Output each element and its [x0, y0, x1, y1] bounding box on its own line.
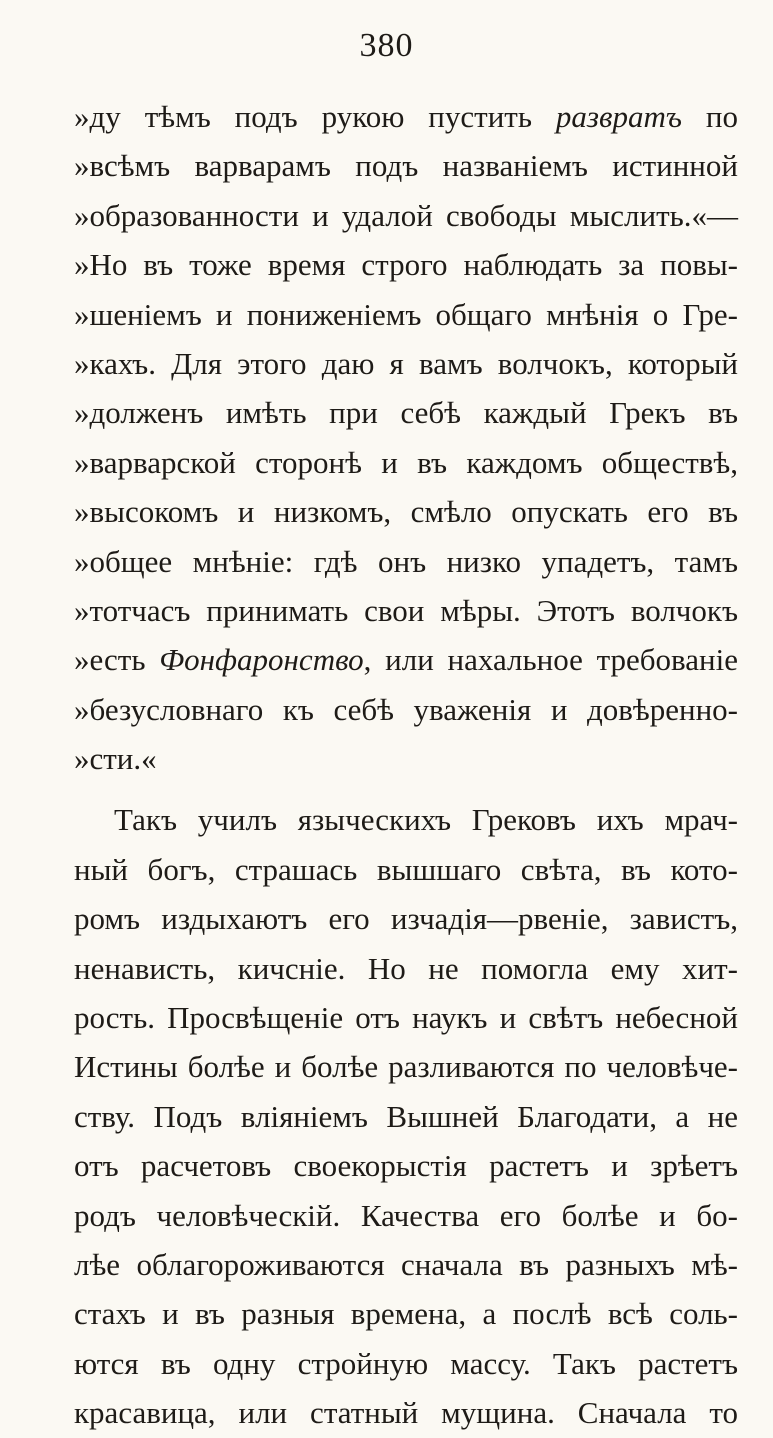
- text-line: [74, 92, 738, 141]
- text-line: [74, 1042, 738, 1091]
- text-run: »шеніемъ и пониженіемъ общаго мнѣнія о Гре-: [74, 296, 738, 332]
- text-line: [74, 635, 738, 684]
- text-run: »есть: [74, 642, 160, 678]
- text-line: [74, 141, 738, 190]
- text-run: »безусловнаго къ себѣ уваженія и довѣренно-: [74, 691, 738, 727]
- text-line: [74, 734, 738, 783]
- text-run: »сти.«: [74, 741, 157, 777]
- text-run: »общее мнѣніе: гдѣ онъ низко упадетъ, тамъ: [74, 543, 738, 579]
- text-run: »Но въ тоже время строго наблюдать за повы-: [74, 247, 738, 283]
- text-line: [74, 586, 738, 635]
- text-run: »высокомъ и низкомъ, смѣло опускать его въ: [74, 494, 738, 530]
- text-run: отъ расчетовъ своекорыстія растетъ и зрѣетъ: [74, 1148, 738, 1184]
- italic-word: развратъ: [555, 99, 682, 134]
- text-run: по: [681, 99, 738, 134]
- text-run: , или нахальное требованіе: [363, 642, 738, 678]
- text-run: ются въ одну стройную массу. Такъ растетъ: [74, 1345, 738, 1381]
- text-run: »тотчасъ принимать свои мѣры. Этотъ волчокъ: [74, 592, 738, 628]
- text-run: »образованности и удалой свободы мыслить.«—: [74, 197, 738, 233]
- text-line: [74, 1191, 738, 1240]
- text-run: лѣе облагороживаются сначала въ разныхъ мѣ-: [74, 1246, 738, 1282]
- text-line: [74, 845, 738, 894]
- text-run: »всѣмъ варварамъ подъ названіемъ истинной: [74, 148, 738, 184]
- text-line: [74, 240, 738, 289]
- text-run: Такъ училъ языческихъ Грековъ ихъ мрач-: [114, 802, 738, 838]
- text-run: »кахъ. Для этого даю я вамъ волчокъ, который: [74, 345, 738, 381]
- text-line: [74, 487, 738, 536]
- text-line: [74, 438, 738, 487]
- text-run: »варварской сторонѣ и въ каждомъ обществѣ,: [74, 444, 738, 480]
- text-line: [74, 795, 738, 844]
- text-line: [74, 685, 738, 734]
- text-run: »ду тѣмъ подъ рукою пустить: [74, 99, 556, 134]
- body-text: [74, 92, 738, 1438]
- text-line: [74, 1388, 738, 1437]
- paragraph: [74, 795, 738, 1437]
- text-line: [74, 993, 738, 1042]
- text-line: [74, 191, 738, 240]
- text-line: [74, 290, 738, 339]
- text-run: красавица, или статный мущина. Сначала то: [74, 1395, 738, 1431]
- text-line: [74, 339, 738, 388]
- text-run: стахъ и въ разныя времена, а послѣ всѣ соль-: [74, 1296, 738, 1332]
- text-line: [74, 388, 738, 437]
- text-line: [74, 537, 738, 586]
- text-line: [74, 1339, 738, 1388]
- text-run: ный богъ, страшась вышшаго свѣта, въ кото-: [74, 851, 738, 887]
- paragraph: [74, 92, 738, 783]
- text-run: рость. Просвѣщеніе отъ наукъ и свѣтъ небесной: [74, 1000, 738, 1036]
- page-number: 380: [359, 27, 414, 64]
- text-run: родъ человѣческій. Качества его болѣе и бо-: [74, 1197, 738, 1233]
- text-run: Истины болѣе и болѣе разливаются по человѣче-: [74, 1049, 738, 1085]
- paragraph-gap: [74, 783, 738, 795]
- text-run: ству. Подъ вліяніемъ Вышней Благодати, а не: [74, 1098, 738, 1134]
- text-line: [74, 944, 738, 993]
- text-run: ненависть, кичсніе. Но не помогла ему хит-: [74, 950, 738, 986]
- text-line: [74, 1141, 738, 1190]
- text-line: [74, 1092, 738, 1141]
- text-run: »долженъ имѣть при себѣ каждый Грекъ въ: [74, 395, 738, 431]
- text-line: [74, 1289, 738, 1338]
- italic-word: Фонфаронство: [159, 642, 364, 678]
- text-line: [74, 894, 738, 943]
- text-run: ромъ издыхаютъ его изчадія—рвеніе, завистъ,: [74, 901, 738, 937]
